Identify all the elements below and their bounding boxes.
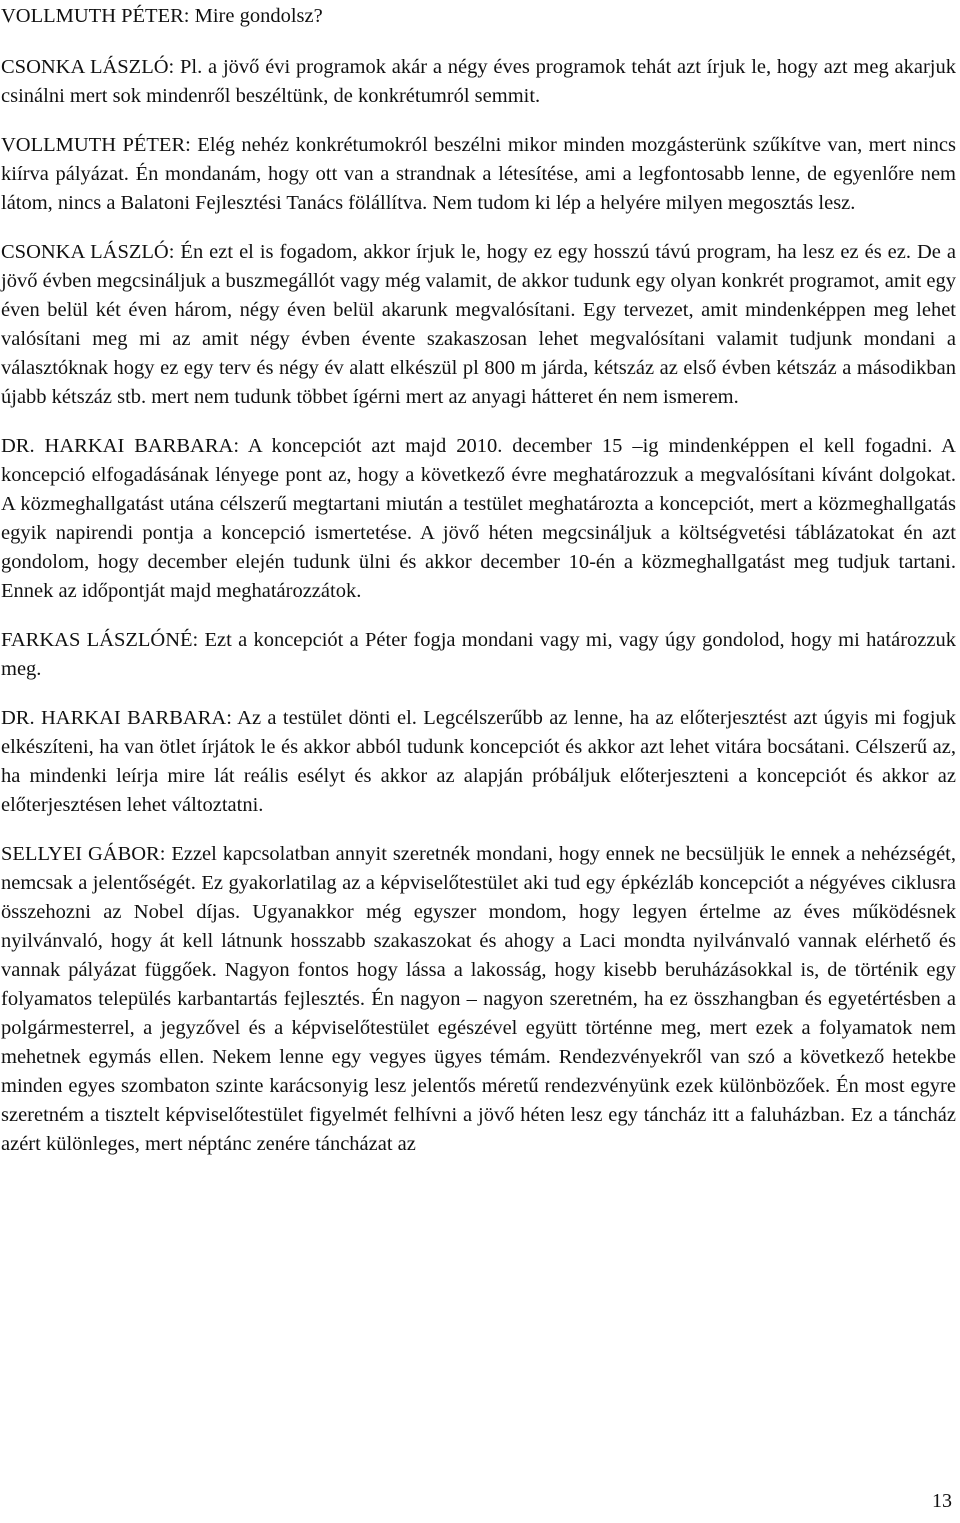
paragraph-csonka-long-term: CSONKA LÁSZLÓ: Én ezt el is fogadom, akkor írjuk le, hogy ez egy hosszú távú program, ha lesz ez és ez. De a jövő évben megcsináljuk a buszmegállót vagy még valamit, de akkor tudunk egy olyan konkrét programot, amit egy éven belül két éven három, négy éven belül akarunk megvalósítani. Egy tervezet, amit mindenképpen meg lehet valósítani meg mi az amit négy évben évente szakaszosan lehet megvalósítani valamit tudjunk mondani a választóknak hogy ez egy terv és négy év alatt elkészül pl 800 m járda, kétszáz az első évben kétszáz a másodikban újabb kétszáz stb. mert nem tudunk többet ígérni mert az anyagi hátteret én nem ismerem. (1, 241, 956, 408)
paragraph-harkai-board: DR. HARKAI BARBARA: Az a testület dönti el. Legcélszerűbb az lenne, ha az előterjesztést azt úgyis mi fogjuk elkészíteni, ha van ötlet írjátok le és akkor abból tudunk koncepciót és akkor azt lehet vitára bocsátani. Célszerű az, ha mindenki leírja mire lát reális esélyt és akkor az alapján próbáljuk előterjeszteni a koncepciót és akkor az előterjesztésen lehet változtatni. (1, 707, 956, 816)
page-content (1, 2, 956, 1179)
paragraph-csonka-programs: CSONKA LÁSZLÓ: Pl. a jövő évi programok akár a négy éves programok tehát azt írjuk le, hogy azt meg akarjuk csinálni mert sok mindenről beszéltünk, de konkrétumról semmit. (1, 56, 956, 107)
paragraph-sellyei-events: SELLYEI GÁBOR: Ezzel kapcsolatban annyit szeretnék mondani, hogy ennek ne becsüljük le ennek a nehézségét, nemcsak a jelentőségét. Ez gyakorlatilag az a képviselőtestület aki tud egy épkézláb koncepciót a négyéves ciklusra összehozni az Nobel díjas. Ugyanakkor még egyszer mondom, hogy legyen értelme az éves működésnek nyilvánvaló, hogy át kell látnunk hosszabb szakaszokat és ahogy a Laci mondta nyilvánvaló vannak elérhető és vannak pályázat függőek. Nagyon fontos hogy lássa a lakosság, hogy kisebb beruházásokkal is, de történik egy folyamatos település karbantartás fejlesztés. Én nagyon – nagyon szeretném, ha ez összhangban és egyetértésben a polgármesterrel, a jegyzővel és a képviselőtestület egészével együtt történne meg, mert ezek a folyamatok nem mehetnek egymás ellen. Nekem lenne egy vegyes ügyes témám. Rendezvényekről van szó a következő hetekbe minden egyes szombaton szinte karácsonyig lesz jelentős méretű rendezvényünk ezek különbözőek. Én most egyre szeretném a tisztelt képviselőtestület figyelmét felhívni a jövő héten lesz egy táncház itt a faluházban. Ez a táncház azért különleges, mert néptánc zenére táncházat az (1, 843, 956, 1155)
paragraph-harkai-concept: DR. HARKAI BARBARA: A koncepciót azt majd 2010. december 15 –ig mindenképpen el kell fogadni. A koncepció elfogadásának lényege pont az, hogy a következő évre meghatározzuk a megvalósítani kívánt dolgokat. A közmeghallgatást utána célszerű megtartani miután a testület meghatározta a koncepciót, mert a közmeghallgatás egyik napirendi pontja a koncepció ismertetése. A jövő héten megcsináljuk a költségvetési táblázatokat én azt gondolom, hogy december elején tudunk ülni és akkor december 10-én a közmeghallgatást meg tudjuk tartani. Ennek az időpontját majd meghatározzátok. (1, 435, 956, 602)
paragraph-vollmuth-question: VOLLMUTH PÉTER: Mire gondolsz? (1, 5, 323, 27)
paragraph-farkas-question: FARKAS LÁSZLÓNÉ: Ezt a koncepciót a Péter fogja mondani vagy mi, vagy úgy gondolod, hogy mi határozzuk meg. (1, 629, 956, 680)
paragraph-vollmuth-concrete: VOLLMUTH PÉTER: Elég nehéz konkrétumokról beszélni mikor minden mozgásterünk szűkítve van, mert nincs kiírva pályázat. Én mondanám, hogy ott van a strandnak a létesítése, ami a legfontosabb lenne, de egyenlőre nem látom, nincs a Balatoni Fejlesztési Tanács fölállítva. Nem tudom ki lép a helyére milyen megosztás lesz. (1, 134, 956, 214)
page-number: 13 (932, 1490, 952, 1512)
